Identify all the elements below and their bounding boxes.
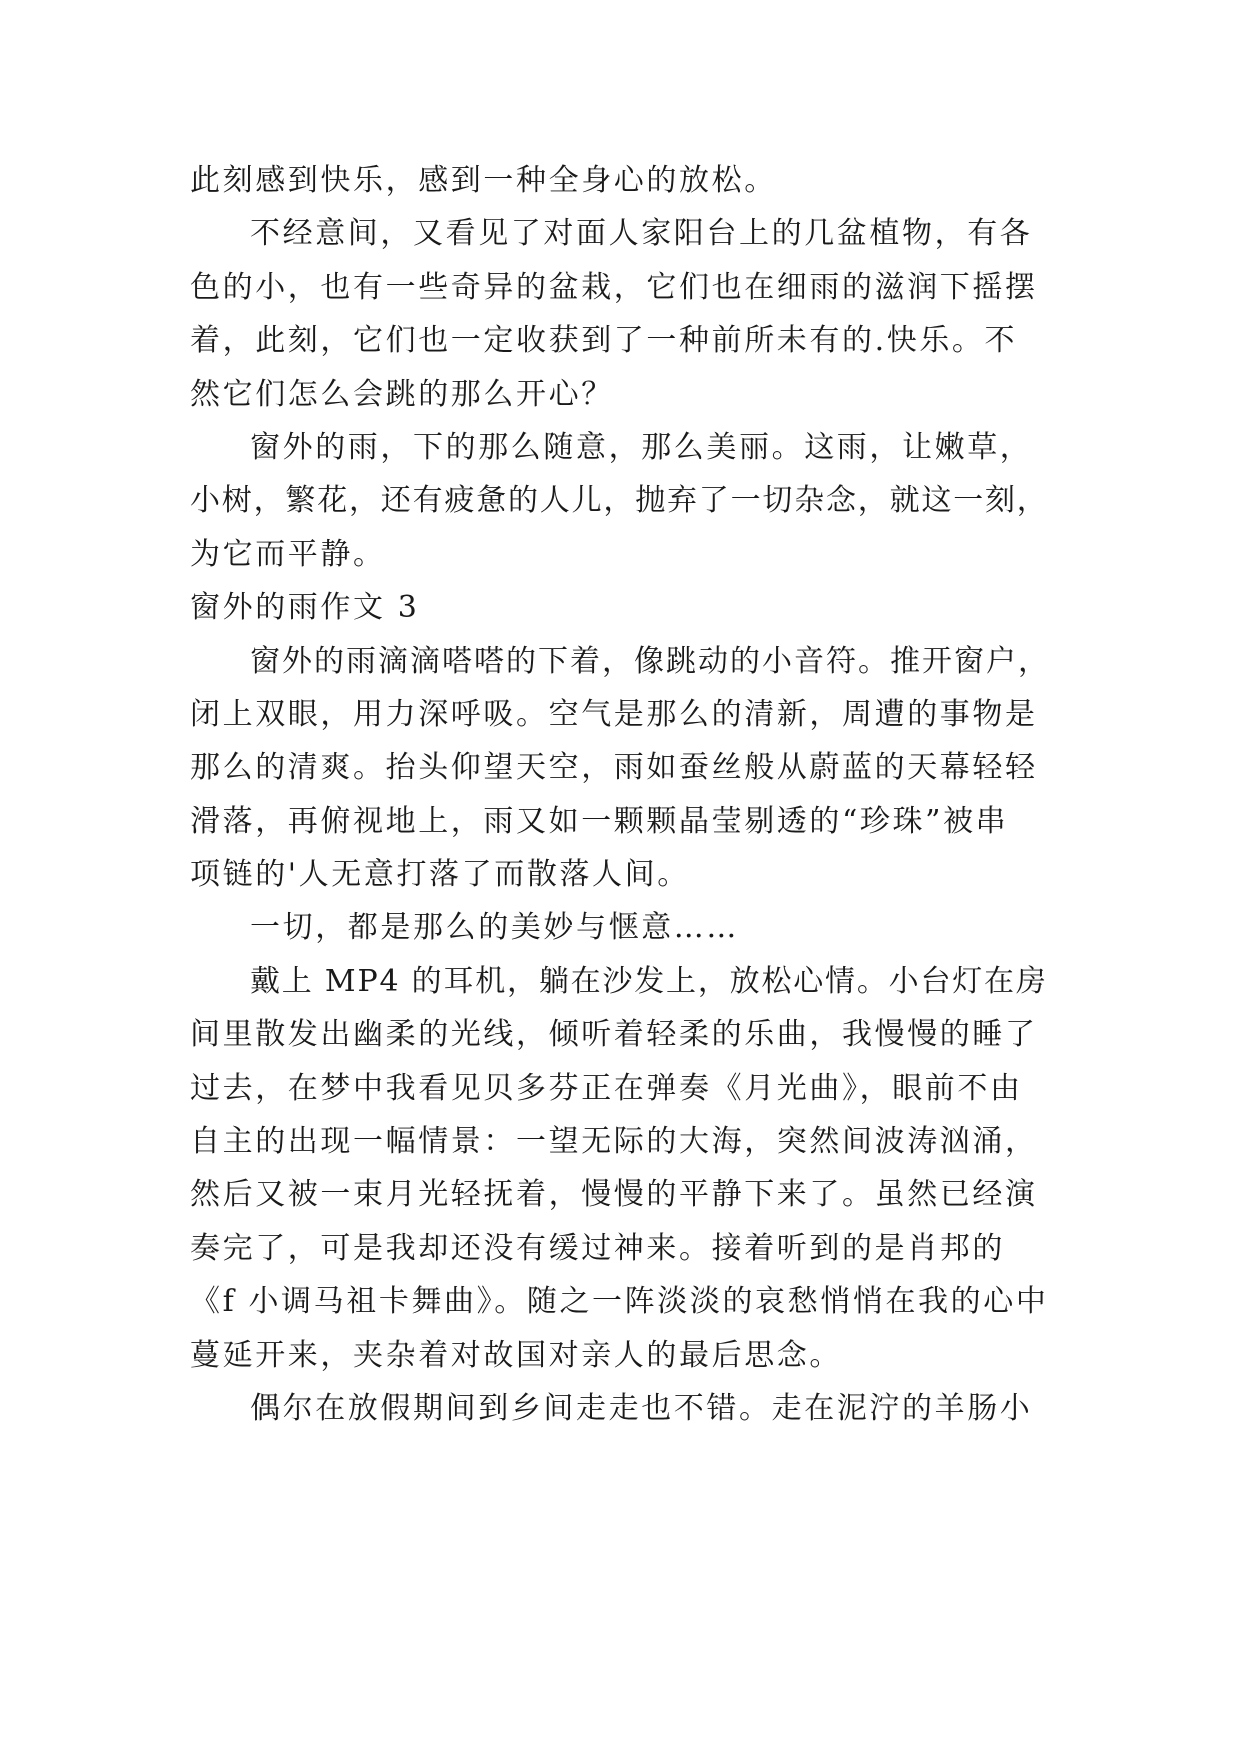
text-line: 窗外的雨滴滴嗒嗒的下着，像跳动的小音符。推开窗户， — [250, 643, 1050, 679]
text-line: 窗外的雨，下的那么随意，那么美丽。这雨，让嫩草， — [250, 429, 1033, 465]
text-line: 偶尔在放假期间到乡间走走也不错。走在泥泞的羊肠小 — [250, 1390, 1033, 1426]
text-line: 间里散发出幽柔的光线，倾听着轻柔的乐曲，我慢慢的睡了 — [190, 1017, 1038, 1053]
document-page — [190, 154, 1050, 1435]
text-line: 色的小，也有一些奇异的盆栽，它们也在细雨的滋润下摇摆 — [190, 269, 1038, 305]
section-heading: 窗外的雨作文 3 — [190, 590, 420, 626]
text-line: 那么的清爽。抬头仰望天空，雨如蚕丝般从蔚蓝的天幕轻轻 — [190, 750, 1038, 786]
text-line: 蔓延开来，夹杂着对故国对亲人的最后思念。 — [190, 1337, 842, 1373]
text-line: 着，此刻，它们也一定收获到了一种前所未有的.快乐。不 — [190, 323, 1018, 359]
text-line: 小树，繁花，还有疲惫的人儿，抛弃了一切杂念，就这一刻， — [190, 483, 1049, 519]
text-line: 然它们怎么会跳的那么开心？ — [190, 376, 614, 412]
text-line: 戴上 MP4 的耳机，躺在沙发上，放松心情。小台灯在房 — [250, 963, 1048, 999]
text-line: 奏完了，可是我却还没有缓过神来。接着听到的是肖邦的 — [190, 1230, 1005, 1266]
text-line: 然后又被一束月光轻抚着，慢慢的平静下来了。虽然已经演 — [190, 1177, 1038, 1213]
text-line: 为它而平静。 — [190, 536, 386, 572]
text-line: 滑落，再俯视地上，雨又如一颗颗晶莹剔透的“珍珠”被串 — [190, 803, 1009, 839]
text-line: 《f 小调马祖卡舞曲》。随之一阵淡淡的哀愁悄悄在我的心中 — [190, 1284, 1049, 1320]
text-line: 过去，在梦中我看见贝多芬正在弹奏《月光曲》，眼前不由 — [190, 1070, 1023, 1106]
text-line: 项链的'人无意打落了而散落人间。 — [190, 857, 690, 893]
text-line: 此刻感到快乐，感到一种全身心的放松。 — [190, 163, 777, 198]
text-line: 自主的出现一幅情景：一望无际的大海，突然间波涛汹涌， — [190, 1124, 1038, 1160]
text-line: 闭上双眼，用力深呼吸。空气是那么的清新，周遭的事物是 — [190, 696, 1038, 732]
text-line: 一切，都是那么的美妙与惬意…… — [250, 910, 739, 946]
text-line: 不经意间，又看见了对面人家阳台上的几盆植物，有各 — [250, 216, 1033, 252]
